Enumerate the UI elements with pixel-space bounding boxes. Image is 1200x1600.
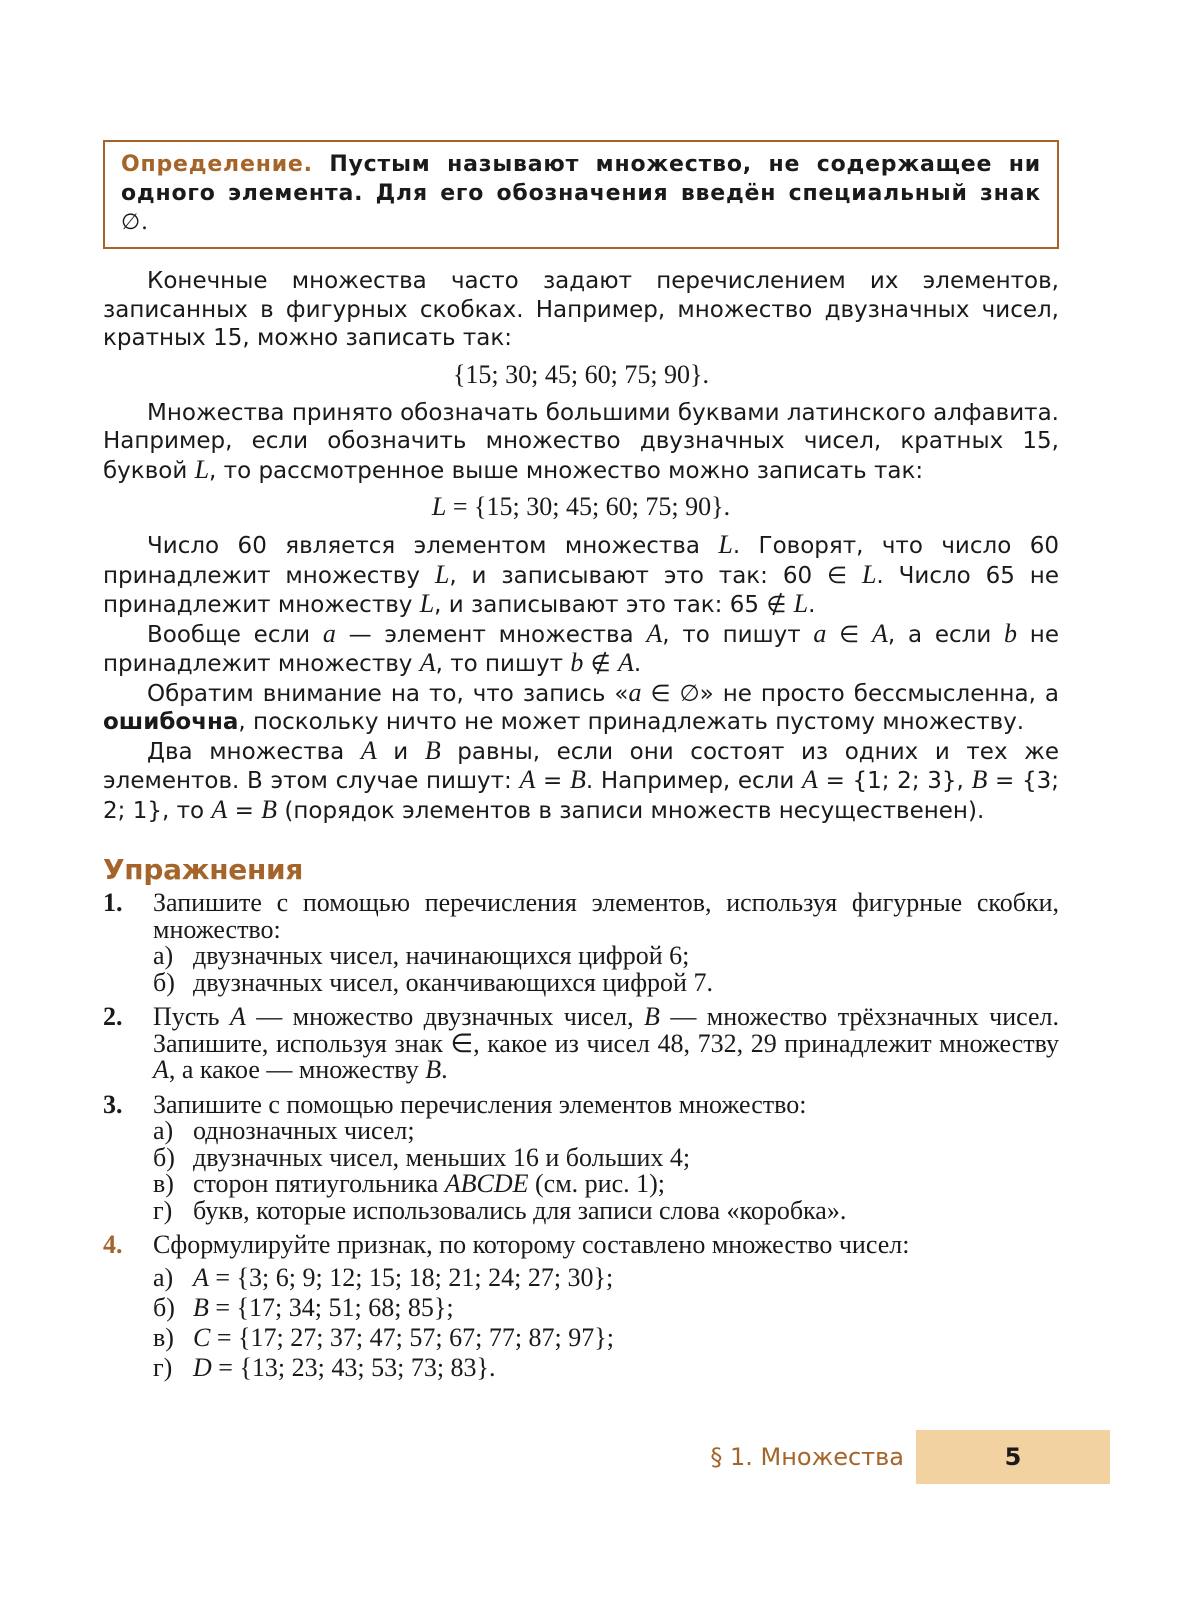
subitem-label: г) [153,1352,173,1382]
exercise-text [153,1004,1059,1084]
subitem-text [193,1263,613,1293]
var-b: b [1004,618,1018,648]
p6-part: = [227,797,262,824]
var-L: L [793,589,809,618]
ex3-part: (см. рис. 1); [528,1169,666,1198]
p3-part: . [808,592,816,618]
paragraph-6 [103,737,1059,826]
p6-part: . Например, если [585,768,803,794]
body-text [103,267,1059,825]
page-number-box [916,1430,1110,1484]
subitem-text: двузначных чисел, начинающихся цифрой 6; [193,941,690,970]
p2-part: , то рассмотренное выше множество можно записать так: [209,457,924,484]
p5-part: , поскольку ничто не может принадлежать пустому множеству. [238,709,1025,735]
subitem-label: в) [153,1169,174,1198]
p5-part: ∈ ∅» не просто бессмысленна, а [641,680,1059,707]
formula-2-text: = {15; 30; 45; 60; 75; 90}. [446,492,731,521]
p6-part: и [376,738,425,765]
subitem-text [193,1171,665,1198]
var-L: L [434,559,450,589]
var-A: A [419,648,436,677]
exercise-subitems [153,943,1059,996]
p4-part: . [633,651,642,677]
exercise-number: 2. [103,1002,123,1031]
var-B: B [425,1055,442,1084]
p4-part: не принадлежит множеству [103,621,1059,677]
subitem [153,1118,1059,1145]
p4-part: , то пишут [435,651,571,677]
p5-part: Обратим внимание на то, что запись « [147,680,629,707]
p6-part: равны, если они состоят из одних и тех же элементов. В этом случае пишут: [103,738,1060,794]
subitem-text [193,1293,454,1323]
empty-set-symbol: ∅ [121,210,141,235]
var-B: B [971,765,988,794]
var-L: L [718,530,733,559]
p2-part: Множества принято обозначать большими буквами латинского алфавита. Например, если обозначить множество двузначных чисел, кратных 15, буквой [103,399,1059,484]
var-A: A [519,765,536,794]
p6-part: Два множества [147,738,361,765]
paragraph-3 [103,531,1059,620]
p4-part: — элемент множества [335,621,647,648]
page-number: 5 [1004,1443,1022,1471]
subitem [153,1293,1059,1323]
p6-part: = {1; 2; 3}, [817,768,972,794]
var-B: B [193,1292,209,1322]
var-B: B [644,1002,660,1031]
exercise-subitems [153,1263,1059,1383]
subitem-text: двузначных чисел, меньших 16 и больших 4; [193,1142,691,1172]
var-A: A [193,1262,209,1292]
set-definition: = {13; 23; 43; 53; 73; 83}. [211,1352,496,1382]
var-A: A [360,735,377,765]
paragraph-1-text: Конечные множества часто задают перечислением их элементов, записанных в фигурных скобках. Например, множество двузначных чисел, кратных 15, можно записать так: [103,268,1059,351]
exercise-number: 1. [103,888,123,917]
subitem [153,1263,1059,1293]
exercise-number: 4. [103,1230,123,1259]
set-definition: = {17; 27; 37; 47; 57; 67; 77; 87; 97}; [210,1322,614,1352]
subitem [153,1171,1059,1198]
set-definition: = {17; 34; 51; 68; 85}; [208,1292,454,1322]
subitem-label: а) [153,1262,174,1292]
p3-part: , и записывают это так: 60 ∈ [449,562,862,589]
exercise-number: 3. [103,1089,123,1119]
ex2-part: , а какое — множеству [168,1055,426,1084]
var-L: L [419,589,435,618]
subitem-text [193,1323,614,1353]
subitem [153,967,1059,997]
formula-2 [103,489,1059,525]
p3-part: , и записывают это так: 65 ∉ [434,592,794,618]
var-A: A [802,765,818,794]
bold-word: ошибочна [103,709,239,735]
subitem-label: б) [153,1142,175,1172]
subitem [153,1195,1059,1225]
footer-section-title: § 1. Множества [710,1443,904,1471]
exercise-1 [103,890,1059,996]
exercise-text: Запишите с помощью перечисления элементов множество: [153,1089,807,1119]
subitem-label: а) [153,941,174,970]
subitem-text: однозначных чисел; [193,1116,415,1145]
exercises-list [103,890,1059,1383]
exercises-heading: Упражнения [103,853,304,886]
p4-part: ∉ [583,651,619,677]
subitem-text [193,1353,496,1383]
paragraph-1 [103,267,1059,353]
var-a: a [813,618,827,648]
var-C: C [193,1322,211,1352]
subitem-label: г) [153,1195,173,1225]
p4-part: , а если [887,621,1005,648]
paragraph-2 [103,399,1059,486]
subitem [153,943,1059,970]
ex2-part: — множество трёхзначных чисел. Запишите, используя знак ∈, какое из чисел 48, 732, 29 принадлежит множеству [153,1002,1059,1058]
exercise-2 [103,1004,1059,1084]
exercise-3 [103,1089,1059,1225]
subitem-label: б) [153,967,175,997]
exercise-text: Сформулируйте признак, по которому составлено множество чисел: [153,1230,910,1259]
var-L: L [431,492,447,521]
subitem-label: а) [153,1116,174,1145]
var-A: A [229,1002,246,1031]
subitem-text: букв, которые использовались для записи слова «коробка». [193,1195,847,1225]
set-definition: = {3; 6; 9; 12; 15; 18; 21; 24; 27; 30}; [208,1262,614,1292]
var-B: B [569,765,586,794]
p3-part: . Число 65 не принадлежит множеству [103,562,1059,618]
p3-part: . Говорят, что число 60 принадлежит множеству [103,533,1059,589]
var-B: B [261,794,278,824]
exercise-subitems [153,1118,1059,1224]
p3-part: Число 60 является элементом множества [147,533,719,559]
var-A: A [153,1055,169,1084]
subitem-text: двузначных чисел, оканчивающихся цифрой 7. [193,967,713,997]
var-B: B [424,735,441,765]
definition-label: Определение. [121,152,313,177]
page-content [103,140,1059,1391]
subitem [153,1142,1059,1172]
var-A: A [211,794,228,824]
exercise-4 [103,1232,1059,1383]
subitem [153,1323,1059,1353]
formula-1: {15; 30; 45; 60; 75; 90}. [452,359,710,389]
var-b: b [570,648,584,677]
ex3-part: сторон пятиугольника [193,1169,445,1198]
definition-text: Пустым называют множество, не содержащее ни одного элемента. Для его обозначения введён специальный знак [121,152,1041,206]
var-L: L [194,454,210,484]
subitem-label: в) [153,1322,174,1352]
p4-part: ∈ [826,621,872,648]
ex2-part: — множество двузначных чисел, [245,1002,645,1031]
var-D: D [193,1352,212,1382]
p4-part: , то пишут [662,621,814,648]
p4-part: Вообще если [147,621,323,648]
paragraph-5 [103,679,1059,737]
var-L: L [861,559,877,589]
var-a: a [628,677,642,707]
subitem-label: б) [153,1292,175,1322]
var-a: a [322,618,336,648]
p6-part: (порядок элементов в записи множеств несущественен). [277,797,985,824]
paragraph-4 [103,620,1059,679]
exercise-text: Запишите с помощью перечисления элементов, используя фигурные скобки, множество: [153,888,1059,944]
ex2-part: . [441,1055,448,1084]
p6-part: = {3; 2; 1}, то [103,768,1059,824]
var-A: A [646,618,663,648]
var-A: A [618,648,634,677]
subitem [153,1353,1059,1383]
definition-end: . [140,210,149,235]
var-ABCDE: ABCDE [444,1169,529,1198]
ex2-part: Пусть [153,1002,230,1031]
var-A: A [872,618,888,648]
p6-part: = [535,768,570,794]
definition-box [103,140,1059,249]
